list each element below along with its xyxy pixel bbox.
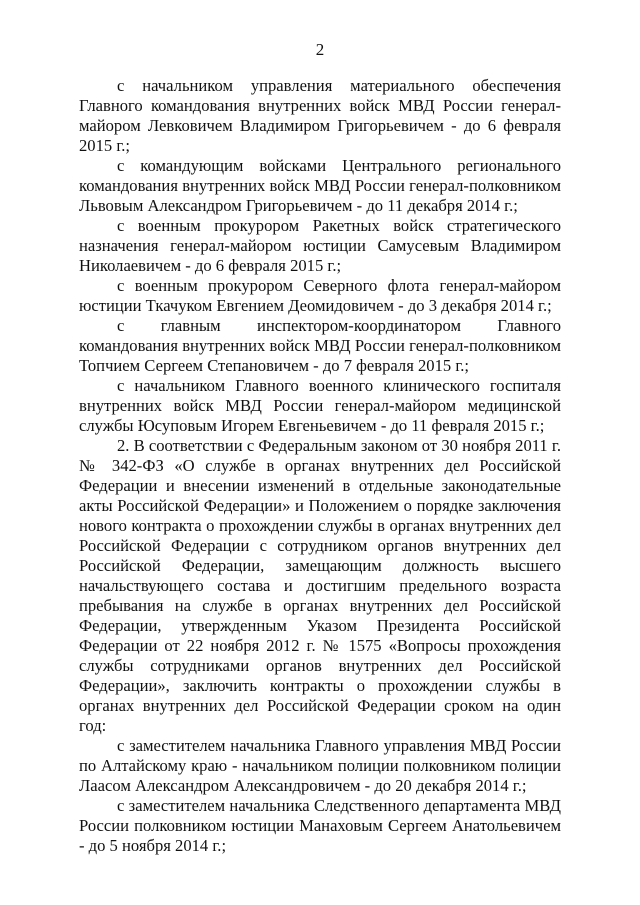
paragraph: с начальником Главного военного клинического госпиталя внутренних войск МВД России генерал-майором медицинской службы Юсуповым Игорем Евгеньевичем - до 11 февраля 2015 г.;	[79, 376, 561, 435]
paragraph: с начальником управления материального обеспечения Главного командования внутренних войск МВД России генерал-майором Левковичем Владимиром Григорьевичем - до 6 февраля 2015 г.;	[79, 76, 561, 155]
document-page	[79, 40, 561, 856]
page-number: 2	[315, 40, 325, 59]
paragraph: 2. В соответствии с Федеральным законом от 30 ноября 2011 г. № 342-ФЗ «О службе в органах внутренних дел Российской Федерации и внесении изменений в отдельные законодательные акты Российской Федерации» и Положением о порядке заключения нового контракта о прохождении службы в органах внутренних дел Российской Федерации с сотрудником органов внутренних дел Российской Федерации, замещающим должность высшего начальствующего состава и достигшим предельного возраста пребывания на службе в органах внутренних дел Российской Федерации, утвержденным Указом Президента Российской Федерации от 22 ноября 2012 г. № 1575 «Вопросы прохождения службы сотрудниками органов внутренних дел Российской Федерации», заключить контракты о прохождении службы в органах внутренних дел Российской Федерации сроком на один год:	[79, 436, 561, 735]
paragraph: с военным прокурором Северного флота генерал-майором юстиции Ткачуком Евгением Деомидовичем - до 3 декабря 2014 г.;	[79, 276, 561, 315]
paragraph: с военным прокурором Ракетных войск стратегического назначения генерал-майором юстиции Самусевым Владимиром Николаевичем - до 6 февраля 2015 г.;	[79, 216, 561, 275]
paragraph: с заместителем начальника Главного управления МВД России по Алтайскому краю - начальником полиции полковником полиции Лаасом Александром Александровичем - до 20 декабря 2014 г.;	[79, 736, 561, 795]
paragraph: с главным инспектором-координатором Главного командования внутренних войск МВД России генерал-полковником Топчием Сергеем Степановичем - до 7 февраля 2015 г.;	[79, 316, 561, 375]
paragraph: с командующим войсками Центрального регионального командования внутренних войск МВД России генерал-полковником Львовым Александром Григорьевичем - до 11 декабря 2014 г.;	[79, 156, 561, 215]
paragraph: с заместителем начальника Следственного департамента МВД России полковником юстиции Манаховым Сергеем Анатольевичем - до 5 ноября 2014 г.;	[79, 796, 561, 855]
